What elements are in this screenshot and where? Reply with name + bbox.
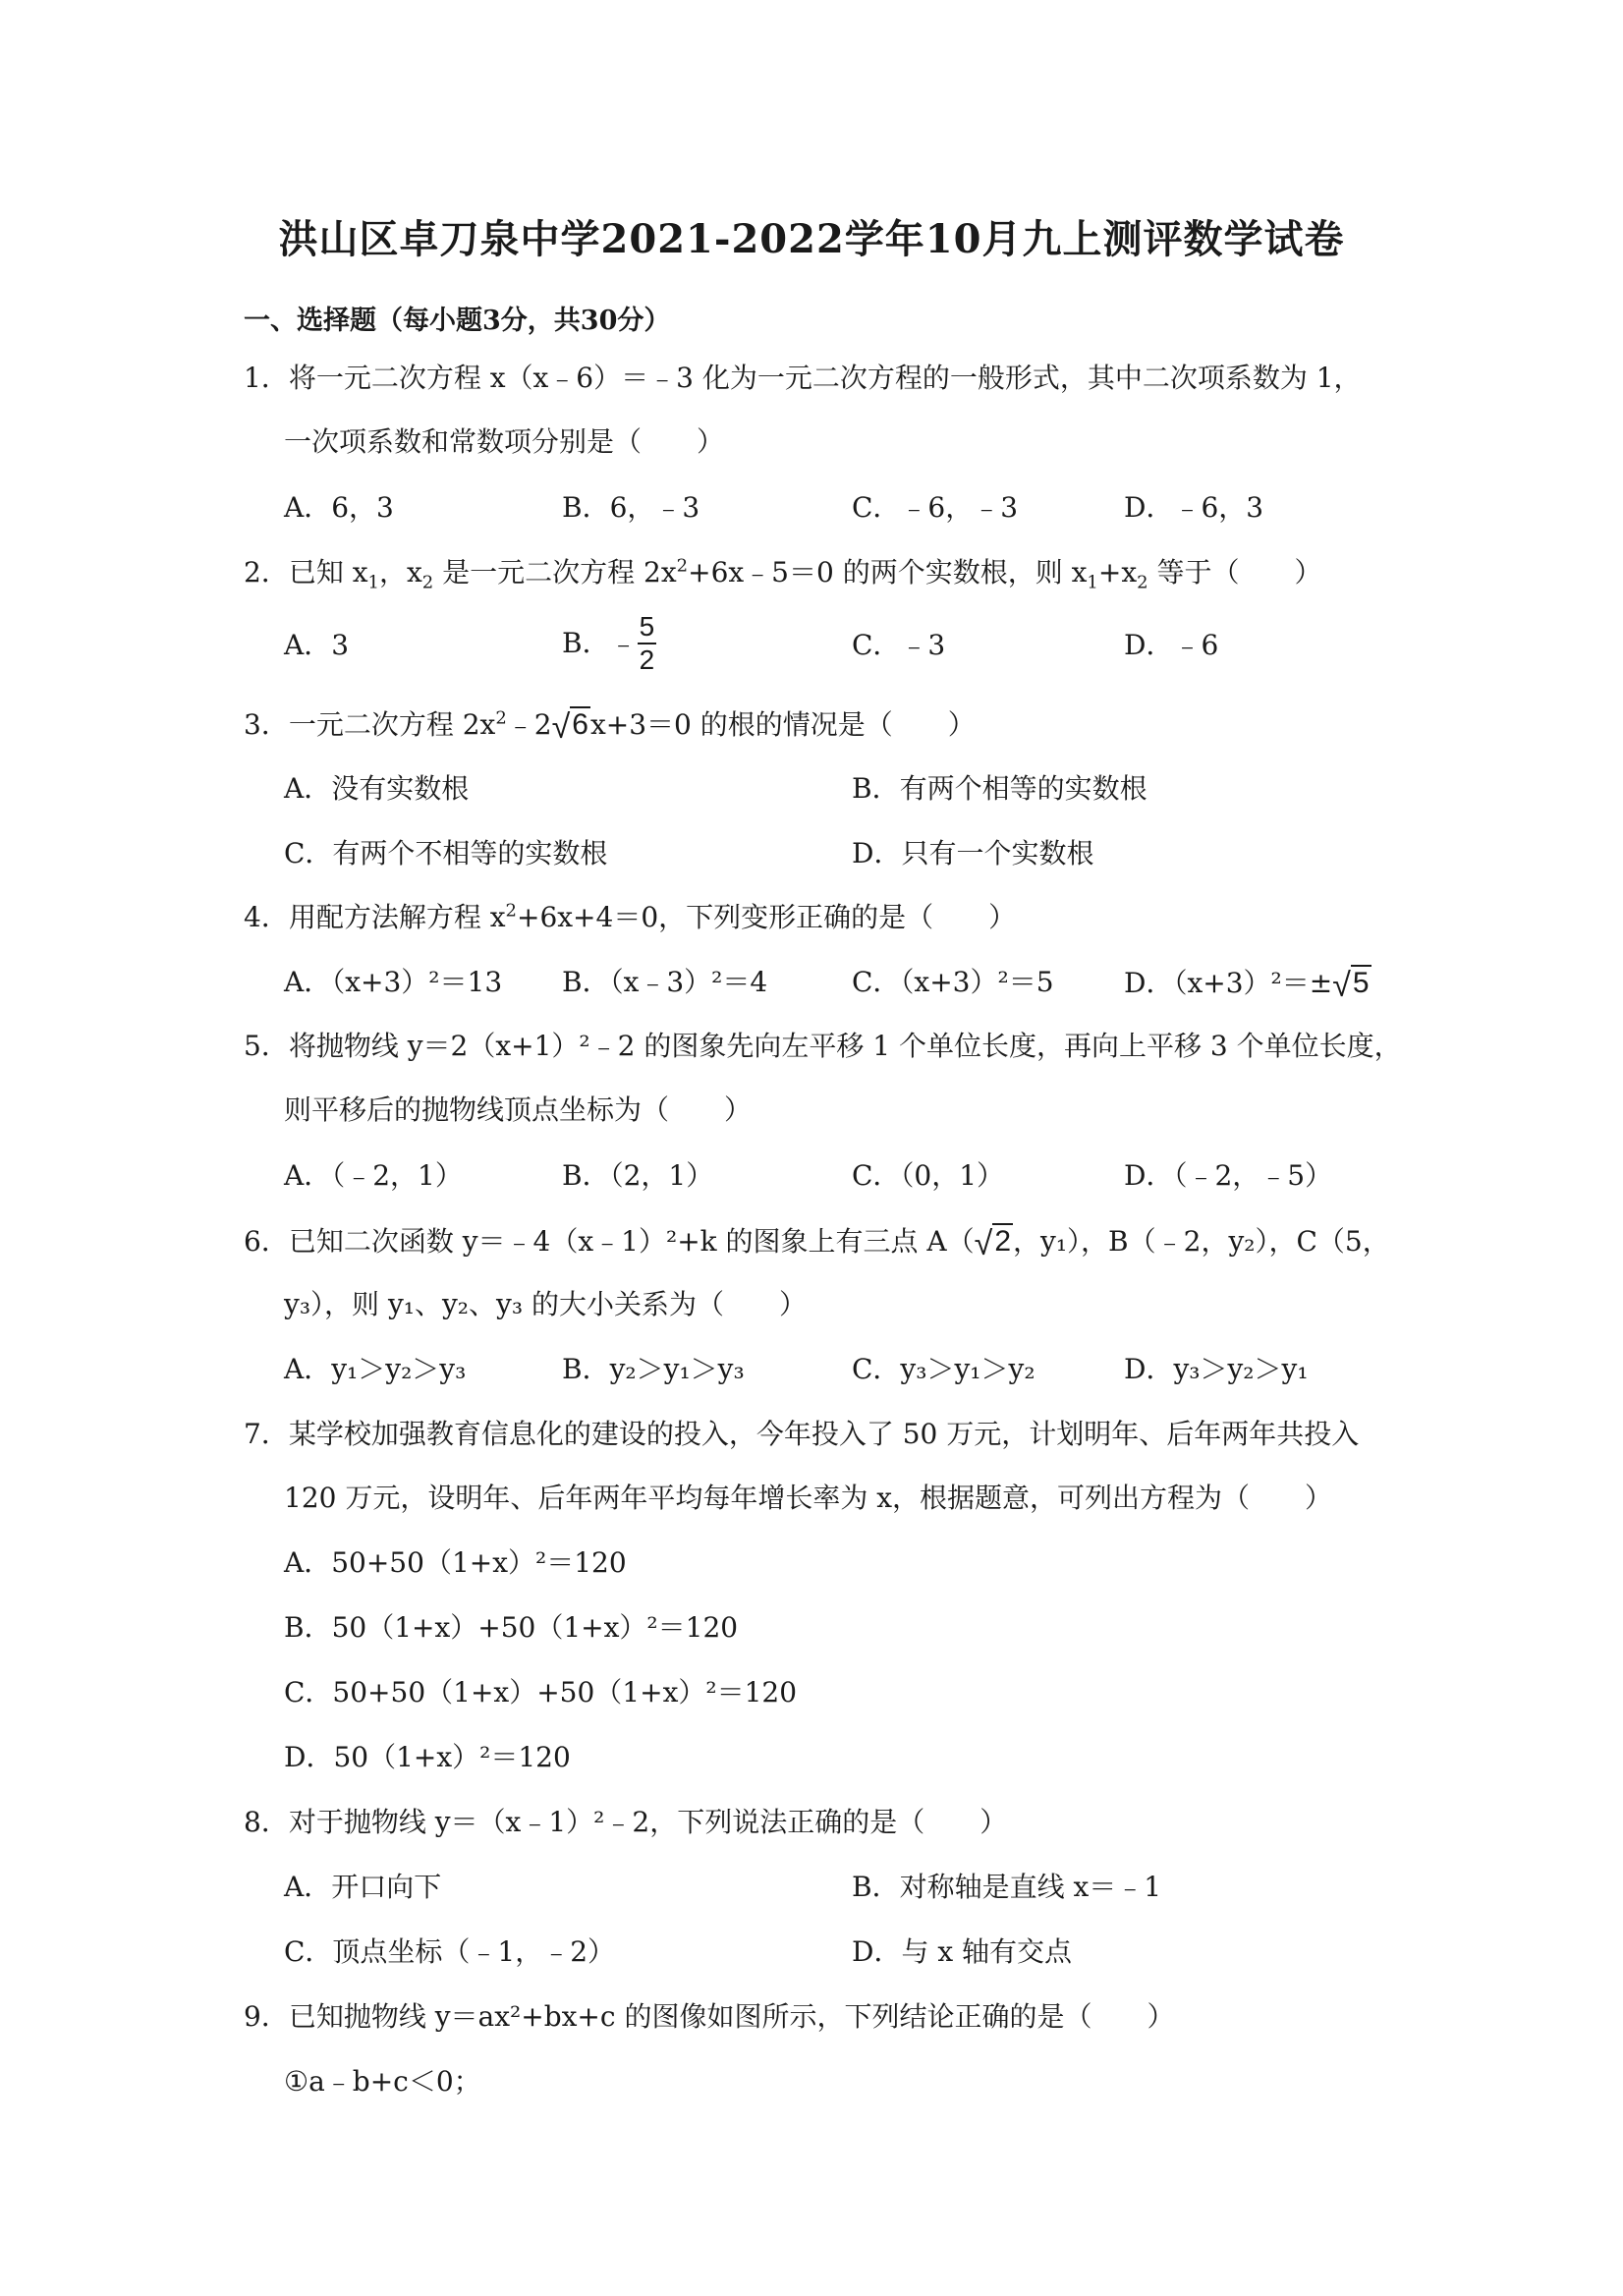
option-b: B．y₂＞y₁＞y₃	[562, 1353, 745, 1385]
fraction-denominator: 2	[639, 644, 655, 675]
question-text: 将一元二次方程 x（x﹣6）＝﹣3 化为一元二次方程的一般形式，其中二次项系数为 1，	[288, 362, 1362, 394]
question-number: 9．	[244, 2000, 289, 2033]
fraction	[638, 613, 657, 674]
option-b: B．有两个相等的实数根	[852, 772, 1147, 805]
option-c: C．顶点坐标（﹣1，﹣2）	[284, 1935, 616, 1968]
question-6	[244, 1224, 1390, 1264]
question-text: 已知 x	[288, 556, 368, 588]
question-7	[244, 1418, 1359, 1451]
option-c: C．50+50（1+x）+50（1+x）²＝120	[284, 1676, 798, 1708]
section-heading: 一、选择题（每小题3分，共30分）	[244, 306, 671, 336]
question-text: ，x	[378, 556, 422, 588]
question-4	[244, 901, 1016, 934]
option-b: B．（2，1）	[562, 1159, 714, 1192]
question-text: 用配方法解方程 x	[288, 901, 506, 933]
square-root: √5	[1332, 967, 1370, 1004]
question-text: 是一元二次方程 2x	[433, 556, 677, 588]
superscript: 2	[505, 900, 517, 922]
question-8	[244, 1806, 1007, 1839]
question-2	[244, 555, 1322, 593]
option-a: A．（x+3）²＝13	[284, 966, 503, 998]
option-b: B．50（1+x）+50（1+x）²＝120	[284, 1611, 739, 1644]
question-text: 等于（ ）	[1147, 556, 1322, 588]
radicand: 2	[994, 1225, 1012, 1258]
subscript: 2	[421, 572, 434, 593]
fraction-numerator: 5	[638, 613, 657, 644]
option-label: B．﹣	[562, 627, 638, 660]
question-3	[244, 707, 976, 748]
question-number: 1．	[244, 362, 289, 394]
option-c: C．﹣3	[852, 629, 946, 661]
option-label: D．（x+3）²＝±	[1124, 967, 1333, 999]
question-number: 8．	[244, 1806, 289, 1838]
question-text: 某学校加强教育信息化的建设的投入，今年投入了 50 万元，计划明年、后年两年共投入	[288, 1418, 1360, 1450]
question-text: ，y₁），B（﹣2，y₂），C（5，	[1013, 1225, 1390, 1258]
square-root: √2	[974, 1225, 1012, 1262]
option-c: C．有两个不相等的实数根	[284, 837, 608, 869]
question-5	[244, 1030, 1402, 1063]
option-a: A．3	[284, 629, 350, 661]
option-a: A．开口向下	[284, 1871, 442, 1903]
question-text: 一元二次方程 2x	[288, 708, 496, 741]
option-d: D．﹣6	[1124, 629, 1219, 661]
option-a: A．50+50（1+x）²＝120	[284, 1546, 627, 1579]
question-text: x+3＝0 的根的情况是（ ）	[589, 708, 976, 741]
option-a: A．（﹣2，1）	[284, 1159, 463, 1192]
question-6-continuation: y₃），则 y₁、y₂、y₃ 的大小关系为（ ）	[284, 1288, 807, 1320]
square-root: √6	[551, 708, 588, 746]
question-number: 4．	[244, 901, 289, 933]
question-text: 已知抛物线 y＝ax²+bx+c 的图像如图所示，下列结论正确的是（ ）	[288, 2000, 1175, 2033]
question-number: 3．	[244, 708, 289, 741]
question-number: 6．	[244, 1225, 289, 1258]
option-d: D．（﹣2，﹣5）	[1124, 1159, 1333, 1192]
superscript: 2	[495, 707, 507, 729]
option-d: D．50（1+x）²＝120	[284, 1741, 571, 1773]
option-c: C．y₃＞y₁＞y₂	[852, 1353, 1035, 1385]
option-d: D．与 x 轴有交点	[852, 1935, 1073, 1968]
subscript: 1	[1087, 572, 1098, 593]
question-text: +6x﹣5＝0 的两个实数根，则 x	[688, 556, 1088, 588]
option-d: D．y₃＞y₂＞y₁	[1124, 1353, 1309, 1385]
superscript: 2	[676, 555, 689, 577]
option-a: A．y₁＞y₂＞y₃	[284, 1353, 467, 1385]
question-text: 将抛物线 y＝2（x+1）²﹣2 的图象先向左平移 1 个单位长度，再向上平移 3 个单位长度，	[288, 1030, 1402, 1062]
question-text: 对于抛物线 y＝（x﹣1）²﹣2，下列说法正确的是（ ）	[288, 1806, 1008, 1838]
option-b: B．6，﹣3	[562, 491, 700, 524]
question-number: 7．	[244, 1418, 289, 1450]
question-number: 2．	[244, 556, 289, 588]
question-number: 5．	[244, 1030, 289, 1062]
option-a: A．没有实数根	[284, 772, 470, 805]
question-text: ﹣2	[506, 708, 552, 741]
option-d	[1124, 966, 1371, 1006]
option-c: C．﹣6，﹣3	[852, 491, 1019, 524]
option-a: A．6，3	[284, 491, 394, 524]
question-5-continuation: 则平移后的抛物线顶点坐标为（ ）	[284, 1093, 753, 1126]
conclusion-item-1: ①a﹣b+c＜0；	[284, 2065, 481, 2098]
question-text: 已知二次函数 y＝﹣4（x﹣1）²+k 的图象上有三点 A（	[288, 1225, 975, 1258]
question-text: +x	[1097, 556, 1138, 588]
subscript: 1	[367, 572, 379, 593]
question-text: +6x+4＝0，下列变形正确的是（ ）	[516, 901, 1017, 933]
question-7-continuation: 120 万元，设明年、后年两年平均每年增长率为 x，根据题意，可列出方程为（ ）	[284, 1482, 1333, 1514]
page-title: 洪山区卓刀泉中学2021-2022学年10月九上测评数学试卷	[278, 216, 1345, 262]
option-c: C．（0，1）	[852, 1159, 1005, 1192]
question-9	[244, 2000, 1174, 2034]
option-b: B．对称轴是直线 x＝﹣1	[852, 1871, 1162, 1903]
question-1	[244, 362, 1362, 395]
option-c: C．（x+3）²＝5	[852, 966, 1054, 998]
option-b	[562, 613, 656, 674]
radicand: 5	[1352, 967, 1370, 999]
option-d: D．只有一个实数根	[852, 837, 1094, 869]
option-b: B．（x﹣3）²＝4	[562, 966, 768, 998]
radicand: 6	[572, 708, 588, 741]
question-1-continuation: 一次项系数和常数项分别是（ ）	[284, 425, 725, 458]
option-d: D．﹣6，3	[1124, 491, 1264, 524]
subscript: 2	[1137, 572, 1148, 593]
